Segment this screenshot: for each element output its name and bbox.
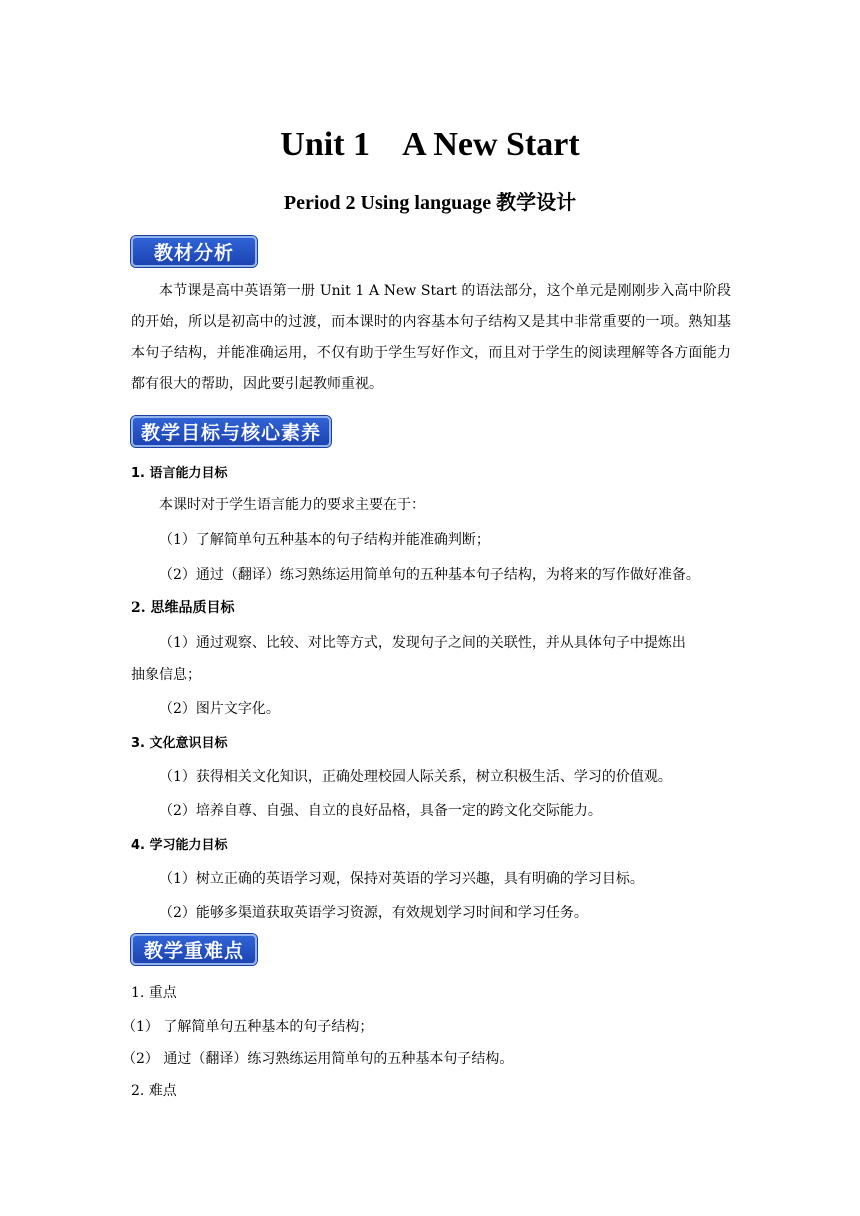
section-badge-key-points: 教学重难点 [131,934,257,965]
goal-heading-language: 1. 语言能力目标 [131,466,228,481]
goal-item: （1）获得相关文化知识，正确处理校园人际关系，树立积极生活、学习的价值观。 [159,769,672,785]
goal-heading-thinking: 2. 思维品质目标 [131,600,235,616]
difficult-points-heading: 2. 难点 [131,1083,177,1099]
document-title: Unit 1 A New Start [280,126,580,163]
goal-item: （2）培养自尊、自强、自立的良好品格，具备一定的跨文化交际能力。 [159,803,602,819]
goal-item-continued: 抽象信息； [131,667,201,683]
goal-intro: 本课时对于学生语言能力的要求主要在于： [159,497,425,513]
goal-item: （1）了解简单句五种基本的句子结构并能准确判断； [159,532,490,548]
goal-item: （1）通过观察、比较、对比等方式，发现句子之间的关联性，并从具体句子中提炼出 [159,635,686,651]
key-point-item: （1） 了解简单句五种基本的句子结构； [122,1019,374,1035]
goal-item: （1）树立正确的英语学习观，保持对英语的学习兴趣，具有明确的学习目标。 [159,871,644,887]
key-point-item: （2） 通过（翻译）练习熟练运用简单句的五种基本句子结构。 [122,1051,514,1067]
document-subtitle: Period 2 Using language 教学设计 [283,192,577,214]
goal-item: （2）图片文字化。 [159,701,280,717]
goal-item: （2）通过（翻译）练习熟练运用简单句的五种基本句子结构，为将来的写作做好准备。 [159,567,700,583]
key-points-heading: 1. 重点 [131,985,177,1001]
goal-heading-learning: 4. 学习能力目标 [131,838,228,853]
section-badge-analysis: 教材分析 [131,236,257,267]
analysis-paragraph: 本节课是高中英语第一册 Unit 1 A New Start 的语法部分，这个单元是刚刚步入高中阶段的开始，所以是初高中的过渡，而本课时的内容基本句子结构又是其中非常重要的一项。熟知基本句子结构，并能准确运用，不仅有助于学生写好作文，而且对于学生的阅读理解等各方面能力都有很大的帮助，因此要引起教师重视。 [131,283,731,392]
section-badge-goals: 教学目标与核心素养 [131,416,331,447]
goal-heading-culture: 3. 文化意识目标 [131,736,228,751]
goal-item: （2）能够多渠道获取英语学习资源，有效规划学习时间和学习任务。 [159,905,588,921]
